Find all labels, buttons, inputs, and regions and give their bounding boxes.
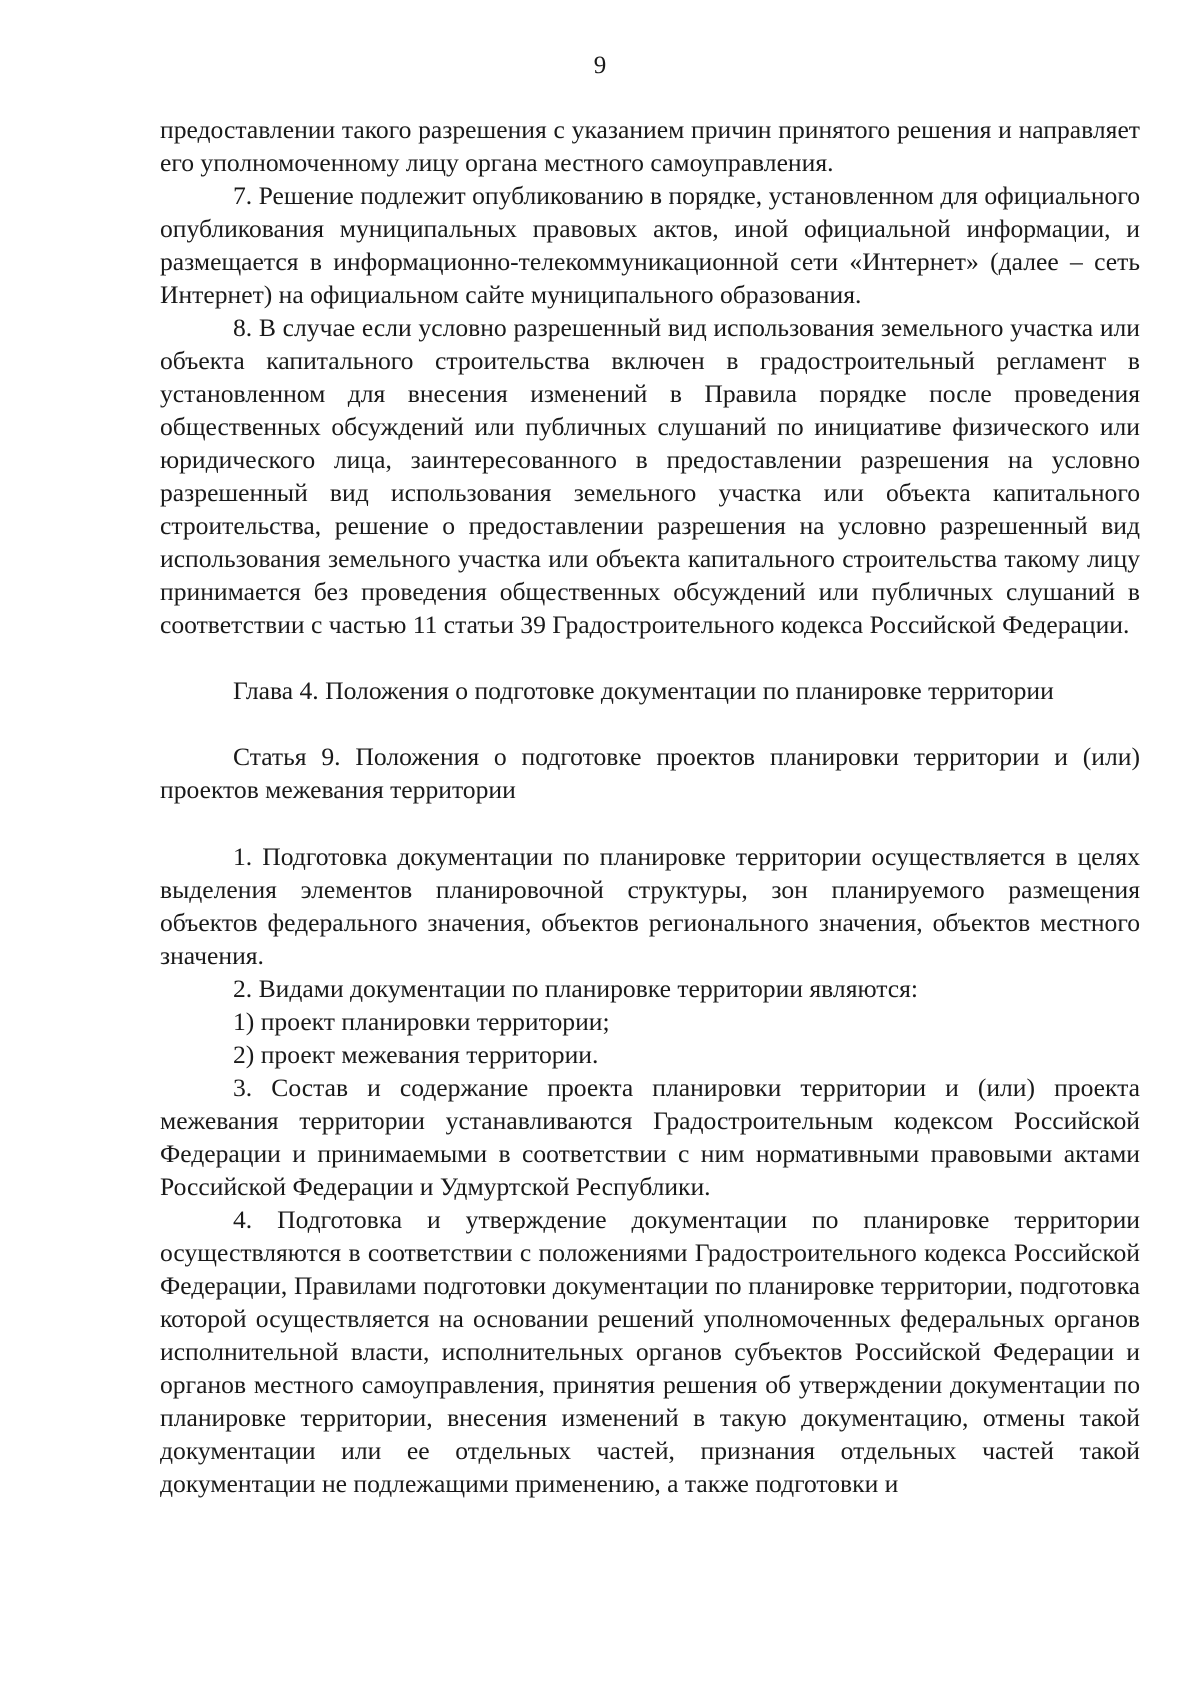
spacer bbox=[160, 806, 1140, 840]
paragraph-7: 7. Решение подлежит опубликованию в порядке, установленном для официального опубликования муниципальных правовых актов, иной официальной информации, и размещается в информационно-телекоммуникационной сети «Интернет» (далее – сеть Интернет) на официальном сайте муниципального образования. bbox=[160, 181, 1140, 309]
paragraph-continuation: предоставлении такого разрешения с указанием причин принятого решения и направляет его уполномоченному лицу органа местного самоуправления. bbox=[160, 115, 1140, 177]
item-2: 2. Видами документации по планировке территории являются: bbox=[233, 974, 918, 1003]
item-3: 3. Состав и содержание проекта планировки территории и (или) проекта межевания территории устанавливаются Градостроительным кодексом Российской Федерации и принимаемыми в соответствии с ним нормативными правовыми актами Российской Федерации и Удмуртской Республики. bbox=[160, 1073, 1140, 1201]
paragraph-8: 8. В случае если условно разрешенный вид использования земельного участка или объекта капитального строительства включен в градостроительный регламент в установленном для внесения изменений в Правила порядке после проведения общественных обсуждений или публичных слушаний по инициативе физического или юридического лица, заинтересованного в предоставлении разрешения на условно разрешенный вид использования земельного участка или объекта капитального строительства, решение о предоставлении разрешения на условно разрешенный вид использования земельного участка или объекта капитального строительства такому лицу принимается без проведения общественных обсуждений или публичных слушаний в соответствии с частью 11 статьи 39 Градостроительного кодекса Российской Федерации. bbox=[160, 313, 1140, 639]
document-body bbox=[160, 113, 1140, 1500]
spacer bbox=[160, 641, 1140, 674]
item-1: 1. Подготовка документации по планировке территории осуществляется в целях выделения элементов планировочной структуры, зон планируемого размещения объектов федерального значения, объектов регионального значения, объектов местного значения. bbox=[160, 842, 1140, 970]
item-2-sub-1: 1) проект планировки территории; bbox=[233, 1007, 610, 1036]
page-number: 9 bbox=[593, 52, 607, 79]
spacer bbox=[160, 707, 1140, 740]
item-4: 4. Подготовка и утверждение документации по планировке территории осуществляются в соответствии с положениями Градостроительного кодекса Российской Федерации, Правилами подготовки документации по планировке территории, подготовка которой осуществляется на основании решений уполномоченных федеральных органов исполнительной власти, исполнительных органов субъектов Российской Федерации и органов местного самоуправления, принятия решения об утверждении документации по планировке территории, внесения изменений в такую документацию, отмены такой документации или ее отдельных частей, признания отдельных частей такой документации не подлежащими применению, а также подготовки и bbox=[160, 1205, 1140, 1498]
chapter-title: Глава 4. Положения о подготовке документации по планировке территории bbox=[233, 676, 1054, 705]
item-2-sub-2: 2) проект межевания территории. bbox=[233, 1040, 599, 1069]
article-title: Статья 9. Положения о подготовке проектов планировки территории и (или) проектов межевания территории bbox=[160, 742, 1140, 804]
